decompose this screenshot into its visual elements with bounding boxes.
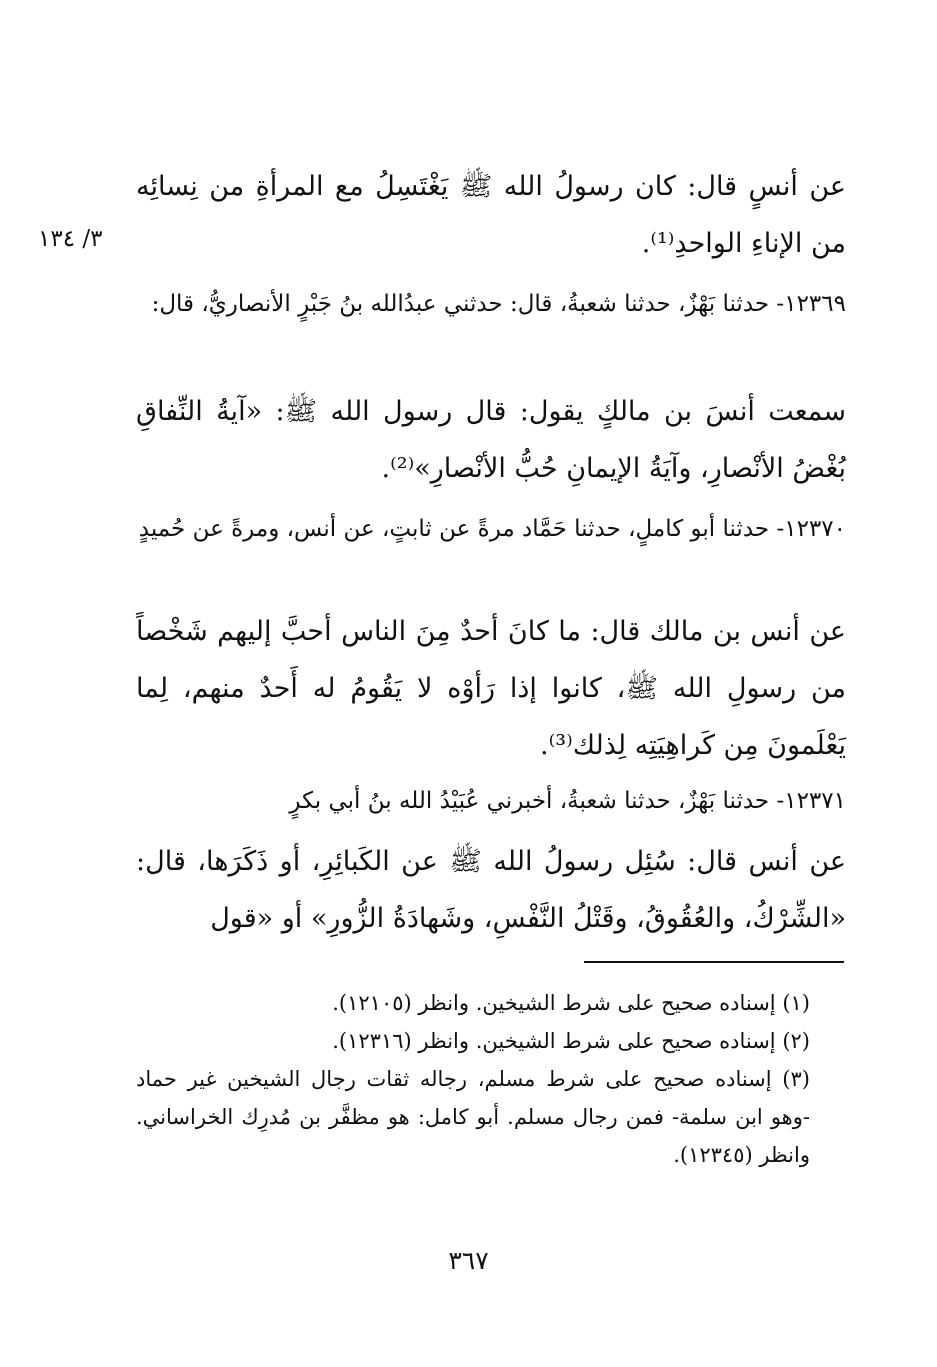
paragraph-6: [136, 777, 846, 825]
paragraph-3: [136, 383, 846, 497]
footnote-separator: [584, 961, 844, 963]
hadith-isnad-12371: ١٢٣٧١- حدثنا بَهْزٌ، حدثنا شعبةُ، أخبرني عُبَيْدُ الله بنُ أبي بكرٍ: [289, 788, 846, 814]
hadith-matn-text: عن أنس بن مالك قال: ما كانَ أحدٌ مِنَ الناس أحبَّ إليهم شَخْصاً من رسولِ الله ﷺ، كانوا إذا رَأوْه لا يَقُومُ له أَحدٌ منهم، لِما يَعْلَمونَ مِن كَراهِيَتِه لِذلك⁽³⁾.: [136, 616, 846, 761]
paragraph-7: [136, 833, 846, 947]
hadith-isnad-12369: ١٢٣٦٩- حدثنا بَهْزٌ، حدثنا شعبةُ، قال: حدثني عبدُالله بنُ جَبْرٍ الأنصاريُّ، قال:: [151, 291, 846, 317]
footnote-3: (٣) إسناده صحيح على شرط مسلم، رجاله ثقات رجال الشيخين غير حماد -وهو ابن سلمة- فمن رجال مسلم. أبو كامل: هو مظفَّر بن مُدرِك الخراساني. وانظر (١٢٣٤٥).: [136, 1067, 810, 1167]
page-number: ٣٦٧: [448, 1246, 489, 1275]
footnote-1: (١) إسناده صحيح على شرط الشيخين. وانظر (١٢١٠٥).: [332, 991, 810, 1015]
paragraph-5: [136, 603, 846, 774]
hadith-matn-text: عن أنس قال: سُئِل رسولُ الله ﷺ عن الكَبائِرِ، أو ذَكَرَها، قال: «الشِّرْكُ، والعُقُوقُ، وقَتْلُ النَّفْسِ، وشَهادَةُ الزُّورِ» أو «قول: [136, 846, 846, 934]
hadith-isnad-12370: ١٢٣٧٠- حدثنا أبو كاملٍ، حدثنا حَمَّاد مرةً عن ثابتٍ، عن أنس، ومرةً عن حُميدٍ: [138, 516, 846, 542]
hadith-matn-text: سمعت أنسَ بن مالكٍ يقول: قال رسول الله ﷺ: «آيةُ النِّفاقِ بُغْضُ الأنْصارِ، وآيَةُ الإيمانِ حُبُّ الأنْصارِ»⁽²⁾.: [136, 396, 846, 484]
margin-volume-page-reference: ٣/ ١٣٤: [38, 226, 103, 252]
paragraph-1: [136, 158, 846, 272]
hadith-matn-text: عن أنسٍ قال: كان رسولُ الله ﷺ يَغْتَسِلُ مع المرأةِ من نِسائِه من الإناءِ الواحدِ⁽¹⁾.: [136, 171, 846, 259]
footnote-2: (٢) إسناده صحيح على شرط الشيخين. وانظر (١٢٣١٦).: [332, 1029, 810, 1053]
paragraph-4: [136, 505, 846, 553]
footnotes: [136, 984, 846, 1174]
paragraph-2: [136, 280, 846, 328]
